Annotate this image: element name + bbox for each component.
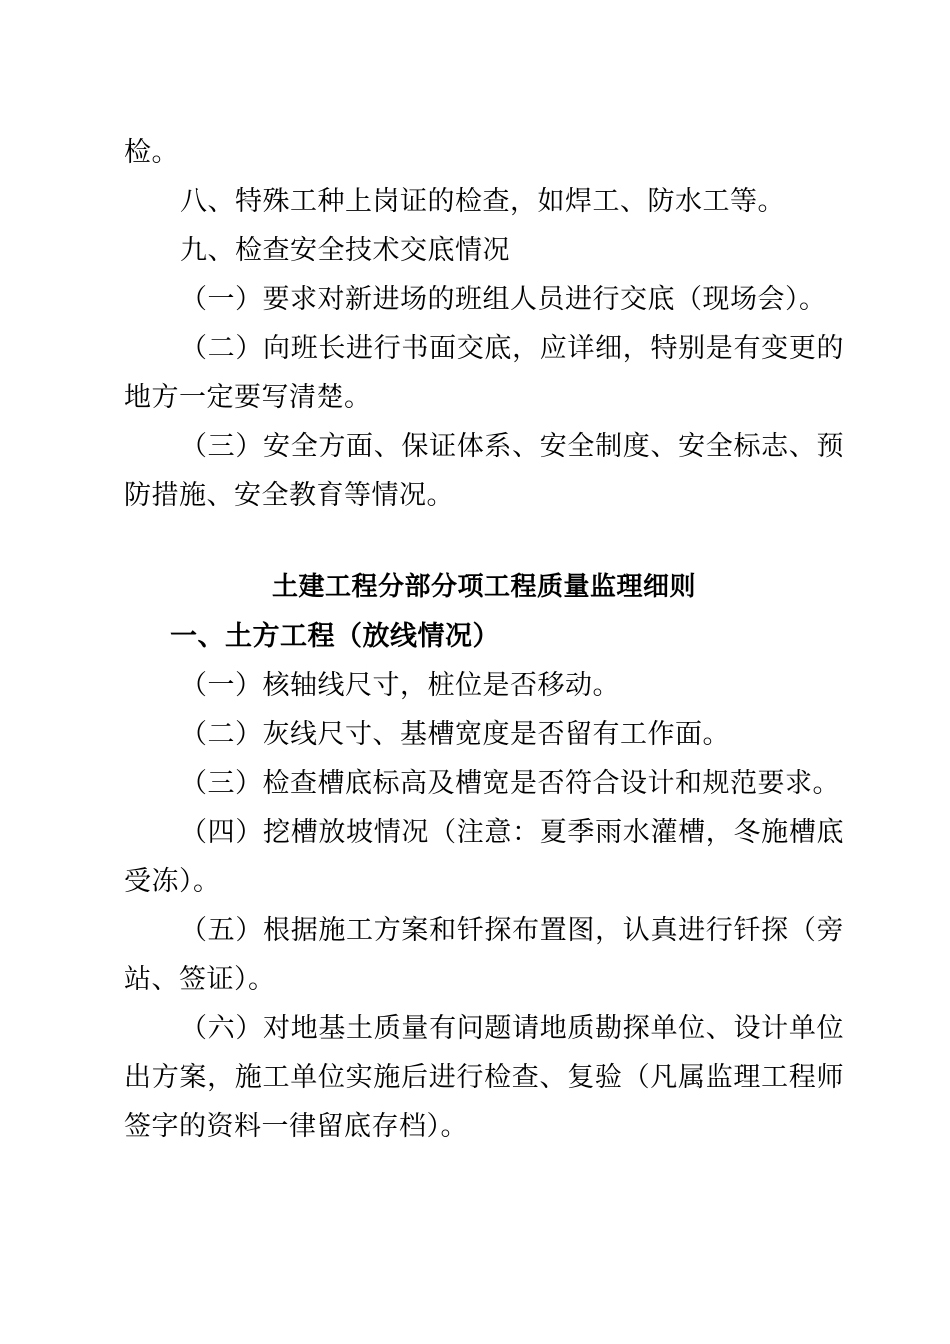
section-item-6: （六）对地基土质量有问题请地质勘探单位、设计单位出方案，施工单位实施后进行检查、复验（凡属监理工程师签字的资料一律留底存档）。 [124, 1013, 844, 1142]
section-item-1: （一）核轴线尺寸，桩位是否移动。 [180, 670, 620, 701]
section-item-5: （五）根据施工方案和钎探布置图，认真进行钎探（旁站、签证）。 [124, 915, 844, 995]
document-body [124, 128, 844, 1151]
paragraph-item-8: 八、特殊工种上岗证的检查，如焊工、防水工等。 [180, 186, 785, 217]
paragraph-subitem-1: （一）要求对新进场的班组人员进行交底（现场会）。 [180, 284, 827, 315]
section-gap [124, 520, 844, 562]
paragraph-continuation: 检。 [124, 137, 179, 168]
section-item-3: （三）检查槽底标高及槽宽是否符合设计和规范要求。 [180, 768, 840, 799]
document-title: 土建工程分部分项工程质量监理细则 [271, 572, 696, 602]
section-item-4: （四）挖槽放坡情况（注意：夏季雨水灌槽，冬施槽底受冻）。 [124, 817, 844, 897]
paragraph-item-9: 九、检查安全技术交底情况 [180, 235, 510, 266]
section-item-2: （二）灰线尺寸、基槽宽度是否留有工作面。 [180, 719, 730, 750]
section-heading: 一、土方工程（放线情况） [170, 621, 500, 652]
paragraph-subitem-2: （二）向班长进行书面交底，应详细，特别是有变更的地方一定要写清楚。 [124, 333, 844, 413]
paragraph-subitem-3: （三）安全方面、保证体系、安全制度、安全标志、预防措施、安全教育等情况。 [124, 431, 844, 511]
